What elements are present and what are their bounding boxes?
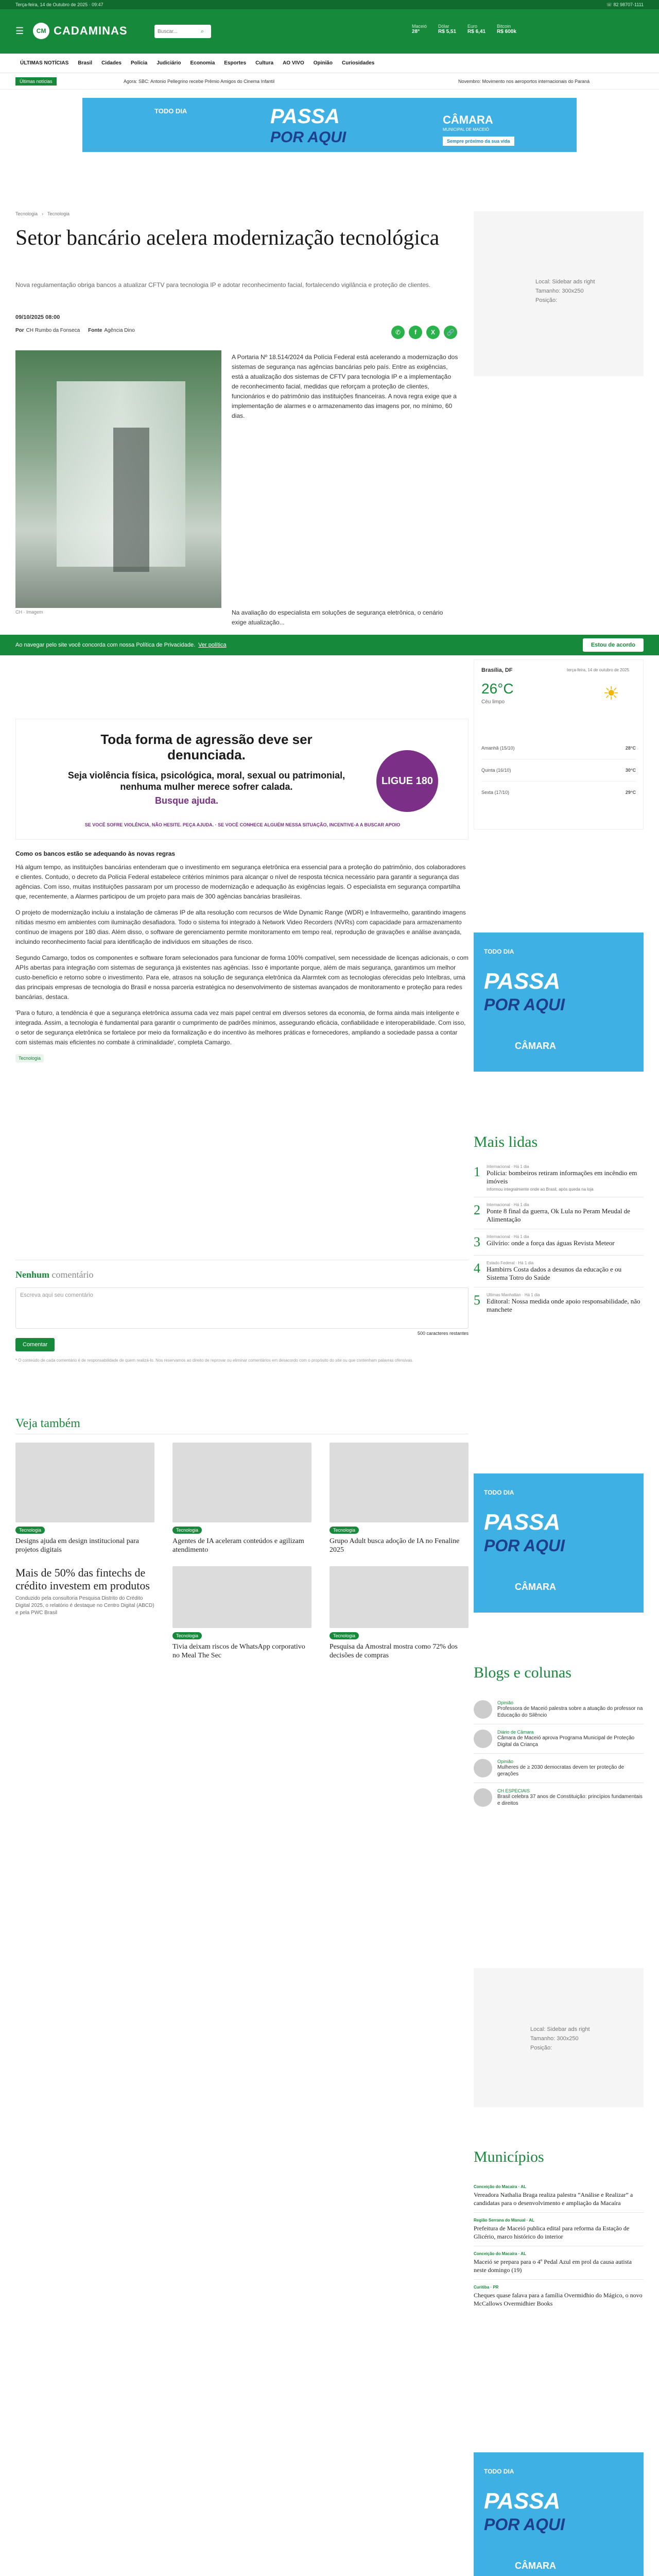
blog-item[interactable]: Opinião Professora de Maceió palestra sobre a atuação do professor na Educação do Silêncio xyxy=(474,1695,644,1724)
sidebar-ad-1[interactable] xyxy=(474,933,644,1072)
article-subtitle: Nova regulamentação obriga bancos a atualizar CFTV para tecnologia IP e adotar reconhecimento facial, fortalecendo vigilância e proteção de clientes. xyxy=(15,281,431,289)
indicator-3: Bitcoin R$ 600k xyxy=(497,24,516,35)
blog-item[interactable]: CH ESPECIAIS Brasil celebra 37 anos de Constituição: princípios fundamentais e direitos xyxy=(474,1783,644,1812)
card-image[interactable] xyxy=(172,1443,311,1522)
sidebar-ad-brand: CÂMARA xyxy=(515,1041,556,1051)
card-title[interactable]: Tivia deixam riscos de WhatsApp corporativo no Meal The Sec xyxy=(172,1643,305,1659)
breadcrumb xyxy=(15,211,70,216)
search-box[interactable] xyxy=(154,25,211,38)
ticker-item-1[interactable]: Novembro: Movimento nos aeroportos internacionais do Paraná xyxy=(458,79,590,84)
article-paragraph: O projeto de modernização incluiu a instalação de câmeras IP de alta resolução com recursos de Wide Dynamic Range (WDR) e Infravermelho, garantindo imagens nítidas mesmo em ambientes com iluminação desafiadora. Todo o sistema foi integrado à Network Video Recorders (NVRs) com capacidade para armazenamento contínuo de imagens por 180 dias. Além disso, o software de gerenciamento permite monitoramento em tempo real, reprodução de gravações e análise avançada, incluindo reconhecimento facial para identificação de indivíduos em situações de risco. xyxy=(15,909,466,945)
sidebar-ad-line1: TODO DIA xyxy=(484,1489,514,1496)
logo-text: CADAMINAS xyxy=(54,24,128,37)
ad-brand-sub: MUNICIPAL DE MACEIÓ xyxy=(443,127,489,132)
sidebar-ad-line2: PASSA xyxy=(484,2488,561,2514)
top-bar xyxy=(0,0,659,9)
weather-date: terça-feira, 14 de outubro de 2025 xyxy=(567,668,629,672)
sidebar-ad-line3: POR AQUI xyxy=(484,1536,565,1555)
cookie-bar xyxy=(0,635,659,655)
sidebar-ad-line1: TODO DIA xyxy=(484,2468,514,2475)
sidebar-ad-line2: PASSA xyxy=(484,969,561,994)
comments-title: Nenhum comentário xyxy=(15,1269,94,1280)
avatar xyxy=(474,1730,492,1748)
card-image[interactable] xyxy=(15,1443,154,1522)
logo[interactable] xyxy=(15,23,128,39)
municipio-item[interactable]: Curitiba · PR Cheques quase falava para a família Overmidhio do Mágico, o novo McCallows Overmidhier Books xyxy=(474,2285,643,2307)
article-lead-2: Na avaliação do especialista em soluções de segurança eletrônica, o cenário exige atualização... xyxy=(232,609,443,626)
blogs-list xyxy=(474,1695,644,1812)
card-title[interactable]: Mais de 50% das fintechs de crédito investem em produtos xyxy=(15,1566,150,1592)
article-author[interactable]: CH Rumbo da Fonseca xyxy=(26,328,80,333)
municipio-item[interactable]: Conceição do Macaíra · AL Vereadora Nathalia Braga realiza palestra “Análise e Realizar” a candidatas para o desenvolvimento e ampliação da Macaíra xyxy=(474,2179,644,2213)
logo-mark: CM xyxy=(33,23,49,39)
mid-ad-body: Seja violência física, psicológica, moral, sexual ou patrimonial, nenhuma mulher merece sofrer calada. xyxy=(67,770,345,792)
cookie-text: Ao navegar pelo site você concorda com nossa Política de Privacidade. xyxy=(15,642,196,648)
comment-char-count: 500 caracteres restantes xyxy=(417,1331,469,1336)
avatar xyxy=(474,1700,492,1719)
mid-ad-footer: SE VOCÊ SOFRE VIOLÊNCIA, NÃO HESITE. PEÇA AJUDA. · SE VOCÊ CONHECE ALGUÉM NESSA SITUAÇÃO, INCENTIVE-A A BUSCAR APOIO xyxy=(84,822,401,827)
most-read-item[interactable]: 1 Internacional · Há 1 dia Polícia: bombeiros retiram informações em incêndio em imóveis Informou integralmente onde ao Brasil, após queda na loja xyxy=(474,1159,644,1197)
image-caption: CH · Imagem xyxy=(15,609,43,615)
see-also-card[interactable] xyxy=(15,1443,154,1554)
ad-local-label: Local: xyxy=(535,279,551,285)
ticker-bar xyxy=(0,73,659,90)
indicator-2: Euro R$ 6,41 xyxy=(467,24,486,35)
most-read-item[interactable]: 5 Ultimas Manhattan · Há 1 dia Editoral: Nossa medida onde apoio responsabilidade, não manchete xyxy=(474,1293,640,1313)
sidebar-ad-line3: POR AQUI xyxy=(484,2515,565,2534)
ticker-item-0[interactable]: Agora: SBC: Antonio Pellegrino recebe Prêmio Amigos do Cinema Infantil xyxy=(124,79,275,84)
card-image[interactable] xyxy=(330,1443,469,1522)
weather-widget xyxy=(474,659,644,829)
most-read-item[interactable]: 4 Estado Federal · Há 1 dia Hambirrs Costa dados a desunos da educação e ou Sistema Totro do Saúde xyxy=(474,1256,644,1287)
link-share-icon[interactable]: 🔗 xyxy=(444,326,457,339)
card-title[interactable]: Pesquisa da Amostral mostra como 72% dos decisões de compras xyxy=(330,1643,458,1659)
card-title[interactable]: Designs ajuda em design institucional para projetos digitais xyxy=(15,1537,139,1554)
ad-slot-placeholder xyxy=(474,211,644,376)
current-date: Terça-feira, 14 de Outubro de 2025 · 09:47 xyxy=(15,2,103,7)
nav-item-economia[interactable]: Economia xyxy=(190,60,215,66)
weather-desc: Céu limpo xyxy=(481,699,505,705)
sidebar-ad-brand: CÂMARA xyxy=(515,1582,556,1592)
nav-item-policia[interactable]: Polícia xyxy=(130,60,148,66)
share-buttons xyxy=(391,326,457,339)
see-also-card[interactable] xyxy=(330,1443,469,1554)
ticker-label: Últimas notícias xyxy=(15,77,57,86)
article-byline: Por CH Rumbo da Fonseca Fonte Agência Dino xyxy=(15,328,135,333)
twitter-share-icon[interactable]: X xyxy=(426,326,440,339)
article-source: Agência Dino xyxy=(104,328,135,333)
ad-size-value: 300x250 xyxy=(562,288,584,294)
breadcrumb-item-0[interactable]: Tecnologia xyxy=(15,211,38,216)
cookie-policy-link[interactable]: Ver política xyxy=(198,642,227,648)
sidebar-ad-2[interactable] xyxy=(474,1473,644,1613)
card-category[interactable]: Tecnologia xyxy=(330,1527,359,1534)
article-date: 09/10/2025 08:00 xyxy=(15,314,60,320)
ad-size-label: Tamanho: xyxy=(535,288,561,294)
article-image[interactable] xyxy=(15,350,221,608)
article-tag[interactable]: Tecnologia xyxy=(15,1054,44,1062)
municipio-item[interactable]: Conceição do Macaíra · AL Maceió se prepara para o 4º Pedal Azul em prol da causa autista neste domingo (19) xyxy=(474,2246,644,2280)
sun-icon: ☀ xyxy=(603,683,620,704)
forecast-row: Quinta (16/10) 30°C xyxy=(481,759,636,782)
nav-item-cidades[interactable]: Cidades xyxy=(101,60,122,66)
see-also-card[interactable] xyxy=(330,1566,469,1660)
most-read-item[interactable]: 3 Internacional · Há 1 dia Gilvírio: onde a força das águas Revista Meteor xyxy=(474,1229,644,1256)
ad-line1: TODO DIA xyxy=(154,107,187,115)
ad-local-value: Sidebar ads right xyxy=(552,279,595,285)
nav-item-latest[interactable]: ÚLTIMAS NOTÍCIAS xyxy=(20,60,69,66)
whatsapp-share-icon[interactable]: ✆ xyxy=(391,326,405,339)
article-paragraph: 'Para o futuro, a tendência é que a segurança eletrônica assuma cada vez mais papel central em diversos setores da economia, de forma ainda mais inteligente e integrada. Assim, a tecnologia é fundamental para garantir o cumprimento de padrões mínimos, assegurando eficácia, confiabilidade e interoperabilidade. Com isso, o setor de segurança eletrônica se fortalece por meio da formalização e do incentivo às melhores práticas e fornecedores, ampliando a sociedade passa a contar com sistemas mais eficientes no combate à criminalidade', completa Camargo. xyxy=(15,1009,466,1046)
sidebar-ad-3[interactable] xyxy=(474,2452,644,2576)
mid-ad-title: Toda forma de agressão deve ser denunciada. xyxy=(100,732,313,762)
see-also-title: Veja também xyxy=(15,1417,469,1434)
avatar xyxy=(474,1759,492,1777)
most-read-title: Mais lidas xyxy=(474,1133,538,1150)
nav-item-brasil[interactable]: Brasil xyxy=(78,60,93,66)
nav-item-judiciario[interactable]: Judiciário xyxy=(157,60,181,66)
sidebar-ad-line1: TODO DIA xyxy=(484,948,514,955)
sidebar-ad-line2: PASSA xyxy=(484,1510,561,1535)
mid-banner-ad[interactable] xyxy=(15,719,469,840)
nav-item-cultura[interactable]: Cultura xyxy=(255,60,274,66)
search-icon[interactable]: ⌕ xyxy=(201,28,204,35)
blogs-title: Blogs e colunas xyxy=(474,1664,571,1681)
main-nav xyxy=(0,54,659,73)
see-also-card[interactable] xyxy=(15,1566,154,1617)
ad-brand: CÂMARA xyxy=(443,113,493,126)
article-lead: A Portaria Nº 18.514/2024 da Polícia Federal está acelerando a modernização dos sistemas de segurança nas agências bancárias pelo país. Entre as exigências, está a atualização dos sistemas de CFTV para tecnologia IP e a implementação de reconhecimento facial, medidas que reforçam a proteção de clientes, funcionários e do patrimônio das instituições financeiras. A nova regra exige que a implementação de alarmes e o armazenamento das imagens por, no mínimo, 60 dias. xyxy=(232,353,458,419)
menu-icon[interactable]: ☰ xyxy=(15,25,24,36)
indicator-1: Dólar R$ 5,51 xyxy=(438,24,457,35)
blog-item[interactable]: Opinião Mulheres de ≥ 2030 democratas devem ter proteção de gerações xyxy=(474,1754,644,1783)
municipio-item[interactable]: Região Serrana do Manual · AL Prefeitura de Maceió publica edital para reforma da Estação de Glicério, marco histórico do interior xyxy=(474,2213,644,2246)
weather-city: Brasília, DF xyxy=(481,667,513,673)
ad-cta[interactable]: Sempre próximo da sua vida xyxy=(443,137,514,146)
facebook-share-icon[interactable]: f xyxy=(409,326,422,339)
article-paragraph: Há algum tempo, as instituições bancárias entenderam que o investimento em segurança eletrônica era essencial para a proteção do patrimônio, dos colaboradores e clientes. Contudo, o decreto da Polícia Federal estabelece critérios mínimos para alcançar o nível de resposta técnica necessário para garantir a segurança das agências. Com isso, muitas instituições passaram por um processo de modernização e adequação às exigências legais. O especialista em segurança compartilha que, recentemente, a Alarmes participou de um projeto para mais de 300 agências bancárias brasileiras. xyxy=(15,863,466,900)
breadcrumb-item-1[interactable]: Tecnologia xyxy=(47,211,70,216)
top-banner-ad[interactable] xyxy=(82,98,577,152)
article-title: Setor bancário acelera modernização tecnológica xyxy=(15,226,440,250)
see-also-card[interactable] xyxy=(172,1566,311,1660)
card-category[interactable]: Tecnologia xyxy=(330,1632,359,1639)
mid-ad-badge: LIGUE 180 xyxy=(376,750,438,812)
forecast-row: Sexta (17/10) 29°C xyxy=(481,790,636,795)
article-paragraph: Segundo Camargo, todos os componentes e software foram selecionados para funcionar de forma 100% compatível, sem necessidade de licenças adicionais, o com APIs abertas para integração com sistemas de segurança já existentes nas agências. Isso é importante porque, além de mais segurança, garantimos um melhor custo-benefício e retorno sobre o investimento. Para ele, atrasos na solução de segurança eletrônica da Alarmtek com as tecnologias oferecidas pelo Intelbras, uma das principais empresas de tecnologia do Brasil e nossa parceria estratégica no desenvolvimento de sistemas avançados de monitoramento e proteção para redes bancárias, destaca. xyxy=(15,954,469,1001)
card-image[interactable] xyxy=(330,1566,469,1628)
card-image[interactable] xyxy=(172,1566,311,1628)
cookie-accept-button[interactable]: Estou de acordo xyxy=(583,638,644,652)
sidebar-ad-line3: POR AQUI xyxy=(484,995,565,1014)
nav-item-curiosidades[interactable]: Curiosidades xyxy=(341,60,375,66)
avatar xyxy=(474,1788,492,1807)
comments-section xyxy=(15,1260,469,1364)
nav-item-opiniao[interactable]: Opinião xyxy=(313,60,333,66)
forecast-row: Amanhã (15/10) 28°C xyxy=(481,737,636,759)
card-title[interactable]: Agentes de IA aceleram conteúdos e agilizam atendimento xyxy=(172,1537,304,1554)
header-indicators xyxy=(412,24,516,35)
article-body xyxy=(15,850,469,1062)
ad-line2: PASSA xyxy=(270,105,340,128)
comment-disclaimer: * O conteúdo de cada comentário é de responsabilidade de quem realizá-lo. Nos reservamos ao direito de reprovar ou eliminar comentários em desacordo com o propósito do site ou que contenham palavras ofensivas. xyxy=(15,1358,413,1363)
most-read-item[interactable]: 2 Internacional · Há 1 dia Ponte 8 final da guerra, Ok Lula no Peram Meudal de Alimentação xyxy=(474,1197,644,1229)
card-category[interactable]: Tecnologia xyxy=(172,1527,202,1534)
article-subhead: Como os bancos estão se adequando às novas regras xyxy=(15,850,176,857)
comment-textarea[interactable]: Escreva aqui seu comentário xyxy=(15,1287,469,1329)
comment-submit-button[interactable]: Comentar xyxy=(15,1338,55,1351)
sidebar-ad-brand: CÂMARA xyxy=(515,2561,556,2571)
card-category[interactable]: Tecnologia xyxy=(15,1527,45,1534)
nav-item-esportes[interactable]: Esportes xyxy=(224,60,247,66)
mid-ad-tail: Busque ajuda. xyxy=(155,795,219,806)
weather-temp: 26°C xyxy=(481,681,514,697)
nav-item-ao-vivo[interactable]: AO VIVO xyxy=(283,60,304,66)
card-category[interactable]: Tecnologia xyxy=(172,1632,202,1639)
forecast-list xyxy=(481,737,636,803)
breadcrumb-sep: › xyxy=(42,211,44,216)
see-also-card[interactable] xyxy=(172,1443,311,1554)
site-header xyxy=(0,9,659,54)
ad-line3: POR AQUI xyxy=(270,129,346,146)
card-description: Conduzido pela consultoria Pesquisa Distrito do Crédito Digital 2025, o relatório é destaque no Centro Digital (ABCD) e pela PWC Brasil xyxy=(15,1596,154,1616)
municipios-title: Municípios xyxy=(474,2148,544,2165)
municipios-list xyxy=(474,2179,644,2313)
contact-phone[interactable]: ☏ 82 98707-1111 xyxy=(606,2,644,7)
most-read-list xyxy=(474,1159,644,1319)
blog-item[interactable]: Diário de Câmara Câmara de Maceió aprova Programa Municipal de Proteção Digital da Criança xyxy=(474,1724,644,1754)
indicator-0: Maceió 28° xyxy=(412,24,427,35)
ad-position-label: Posição: xyxy=(535,297,558,303)
search-input[interactable] xyxy=(158,29,201,35)
card-title[interactable]: Grupo Adult busca adoção de IA no Fenaline 2025 xyxy=(330,1537,460,1554)
sidebar-ad-placeholder: Local: Sidebar ads right Tamanho: 300x250 Posição: xyxy=(474,1968,644,2107)
